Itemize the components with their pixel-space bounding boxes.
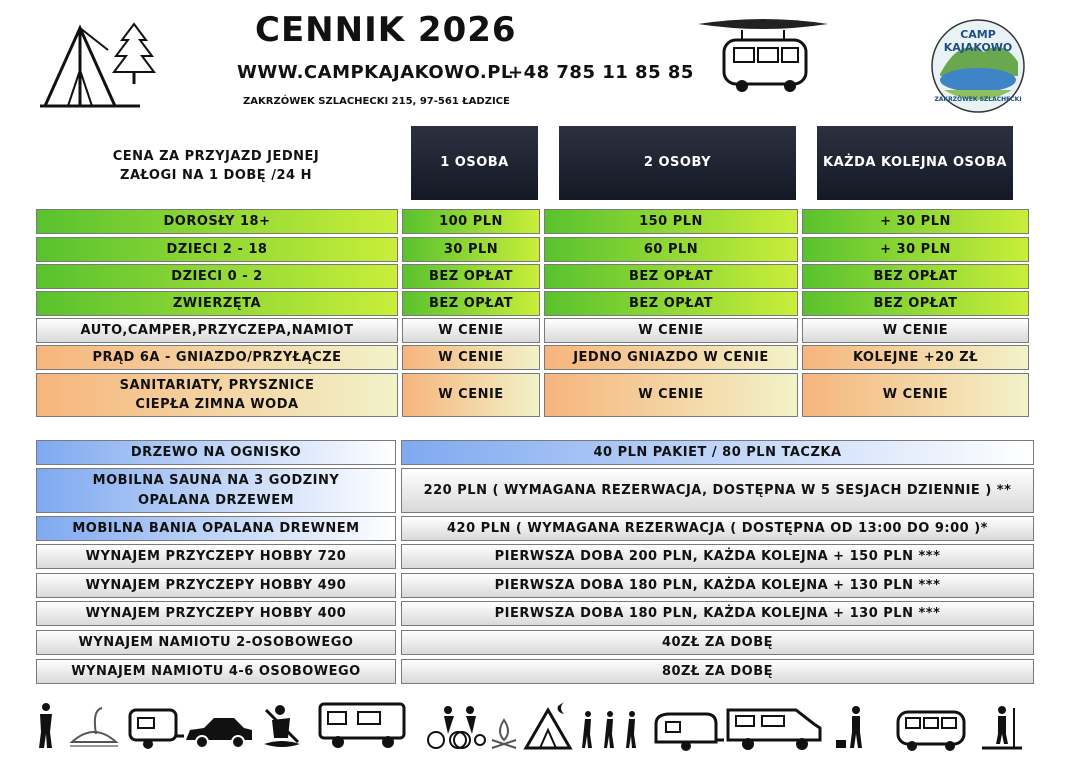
table-cell: W CENIE [402, 318, 540, 343]
table-cell: BEZ OPŁAT [544, 264, 798, 289]
extra-value: PIERWSZA DOBA 180 PLN, KAŻDA KOLEJNA + 130 PLN *** [401, 573, 1034, 598]
extra-value: 80ZŁ ZA DOBĘ [401, 659, 1034, 684]
table-cell: BEZ OPŁAT [402, 264, 540, 289]
extra-label-hobby720: WYNAJEM PRZYCZEPY HOBBY 720 [36, 544, 396, 569]
row-label-animals: ZWIERZĘTA [36, 291, 398, 316]
column-header-1: 1 OSOBA [411, 126, 538, 200]
row-label-electricity: PRĄD 6A - GNIAZDO/PRZYŁĄCZE [36, 345, 398, 370]
website-link[interactable]: WWW.CAMPKAJAKOWO.PL [237, 62, 513, 83]
extra-value: PIERWSZA DOBA 180 PLN, KAŻDA KOLEJNA + 130 PLN *** [401, 601, 1034, 626]
table-cell: 30 PLN [402, 237, 540, 262]
dog-walker-icon [834, 704, 874, 750]
column-header-2: 2 OSOBY [559, 126, 796, 200]
extra-value: PIERWSZA DOBA 200 PLN, KAŻDA KOLEJNA + 150 PLN *** [401, 544, 1034, 569]
extra-label-tent2: WYNAJEM NAMIOTU 2-OSOBOWEGO [36, 630, 396, 655]
column-header-3: KAŻDA KOLEJNA OSOBA [817, 126, 1013, 200]
extra-value: 220 PLN ( WYMAGANA REZERWACJA, DOSTĘPNA W 5 SESJACH DZIENNIE ) ** [401, 468, 1034, 513]
extra-value: 40 PLN PAKIET / 80 PLN TACZKA [401, 440, 1034, 465]
camper-icon [318, 700, 408, 750]
moon-tent-icon [522, 700, 574, 750]
extra-label-bania: MOBILNA BANIA OPALANA DREWNEM [36, 516, 396, 541]
table-cell: + 30 PLN [802, 237, 1029, 262]
table-cell: BEZ OPŁAT [802, 264, 1029, 289]
page-title: CENNIK 2026 [255, 10, 517, 50]
hiker-icon [34, 702, 58, 750]
table-cell: W CENIE [544, 373, 798, 417]
logo-text-top: CAMP KAJAKOWO [943, 28, 1013, 54]
tree-icon [112, 22, 156, 84]
table-cell: W CENIE [802, 318, 1029, 343]
row-label-children: DZIECI 2 - 18 [36, 237, 398, 262]
table-cell: BEZ OPŁAT [544, 291, 798, 316]
walkers-icon [580, 710, 642, 750]
table-cell: W CENIE [402, 373, 540, 417]
paddleboard-icon [980, 704, 1024, 752]
extra-label-sauna: MOBILNA SAUNA NA 3 GODZINY OPALANA DRZEWEM [36, 468, 396, 513]
campfire-icon [490, 718, 518, 750]
row-label-adult: DOROSŁY 18+ [36, 209, 398, 234]
swan-icon [66, 700, 122, 750]
cyclists-icon [426, 704, 486, 750]
kayak-van-icon [696, 16, 830, 94]
extra-label-firewood: DRZEWO NA OGNISKO [36, 440, 396, 465]
car-icon [184, 716, 254, 750]
table-cell: 60 PLN [544, 237, 798, 262]
row-label-vehicles: AUTO,CAMPER,PRZYCZEPA,NAMIOT [36, 318, 398, 343]
table-cell: BEZ OPŁAT [802, 291, 1029, 316]
table-cell: 100 PLN [402, 209, 540, 234]
table-cell: W CENIE [402, 345, 540, 370]
table-cell: JEDNO GNIAZDO W CENIE [544, 345, 798, 370]
extra-value: 40ZŁ ZA DOBĘ [401, 630, 1034, 655]
camp-logo [926, 18, 1030, 114]
table-cell: W CENIE [544, 318, 798, 343]
caravan-icon [128, 706, 184, 750]
row-label-infants: DZIECI 0 - 2 [36, 264, 398, 289]
extra-value: 420 PLN ( WYMAGANA REZERWACJA ( DOSTĘPNA OD 13:00 DO 9:00 )* [401, 516, 1034, 541]
table-cell: BEZ OPŁAT [402, 291, 540, 316]
address: ZAKRZÓWEK SZLACHECKI 215, 97-561 ŁADZICE [243, 96, 510, 107]
row-label-sanitary: SANITARIATY, PRYSZNICE CIEPŁA ZIMNA WODA [36, 373, 398, 417]
kayaker-icon [262, 702, 302, 750]
phone-number: +48 785 11 85 85 [508, 62, 694, 83]
table-cell: KOLEJNE +20 ZŁ [802, 345, 1029, 370]
table-cell: 150 PLN [544, 209, 798, 234]
extra-label-hobby400: WYNAJEM PRZYCZEPY HOBBY 400 [36, 601, 396, 626]
table-cell: W CENIE [802, 373, 1029, 417]
corner-label: CENA ZA PRZYJAZD JEDNEJ ZAŁOGI NA 1 DOBĘ /24 H [112, 148, 320, 183]
motorhome-icon [726, 704, 822, 750]
table-cell: + 30 PLN [802, 209, 1029, 234]
van-icon [896, 708, 966, 752]
logo-text-bottom: ZAKRZÓWEK SZLACHECKI [934, 96, 1022, 103]
extra-label-hobby490: WYNAJEM PRZYCZEPY HOBBY 490 [36, 573, 396, 598]
trailer-icon [654, 712, 724, 752]
extra-label-tent46: WYNAJEM NAMIOTU 4-6 OSOBOWEGO [36, 659, 396, 684]
